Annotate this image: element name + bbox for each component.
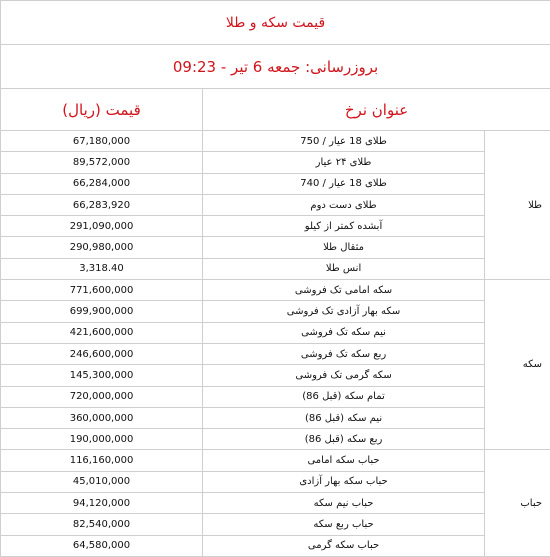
rate-price: 699,900,000	[1, 301, 203, 322]
rate-name: حباب سکه امامی	[203, 450, 485, 471]
rate-name: نیم سکه تک فروشی	[203, 322, 485, 343]
rate-price: 66,284,000	[1, 173, 203, 194]
table-row	[1, 386, 550, 407]
rate-price: 290,980,000	[1, 237, 203, 258]
update-time: 09:23	[173, 58, 216, 76]
rate-name: حباب سکه بهار آزادی	[203, 471, 485, 492]
rate-name: نیم سکه (قبل 86)	[203, 407, 485, 428]
group-label: طلا	[485, 131, 550, 280]
table-row	[1, 131, 550, 152]
table-row	[1, 365, 550, 386]
rate-name: سکه امامی تک فروشی	[203, 280, 485, 301]
table-row	[1, 280, 550, 301]
rate-price: 89,572,000	[1, 152, 203, 173]
rate-price: 66,283,920	[1, 194, 203, 215]
table-row	[1, 216, 550, 237]
rate-price: 145,300,000	[1, 365, 203, 386]
rate-name: حباب ربع سکه	[203, 514, 485, 535]
table-row	[1, 322, 550, 343]
rate-price: 771,600,000	[1, 280, 203, 301]
rate-name: ربع سکه (قبل 86)	[203, 429, 485, 450]
table-row	[1, 407, 550, 428]
rate-price: 64,580,000	[1, 535, 203, 556]
price-rows	[1, 131, 550, 557]
rate-price: 94,120,000	[1, 493, 203, 514]
page-title: قیمت سکه و طلا	[1, 1, 550, 45]
rate-price: 190,000,000	[1, 429, 203, 450]
update-info	[1, 45, 550, 89]
rate-price: 82,540,000	[1, 514, 203, 535]
rate-name: طلای ۲۴ عیار	[203, 152, 485, 173]
rate-name: انس طلا	[203, 258, 485, 279]
rate-price: 45,010,000	[1, 471, 203, 492]
table-row	[1, 258, 550, 279]
table-row	[1, 152, 550, 173]
table-row	[1, 173, 550, 194]
rate-price: 421,600,000	[1, 322, 203, 343]
rate-name: طلای 18 عیار / 740	[203, 173, 485, 194]
rate-price: 67,180,000	[1, 131, 203, 152]
rate-price: 116,160,000	[1, 450, 203, 471]
rate-name: سکه گرمی تک فروشی	[203, 365, 485, 386]
table-row	[1, 471, 550, 492]
update-label: بروزرسانی: جمعه 6 تیر -	[216, 58, 378, 76]
rate-name: آبشده کمتر از کیلو	[203, 216, 485, 237]
table-row	[1, 514, 550, 535]
rate-price: 246,600,000	[1, 343, 203, 364]
table-row	[1, 429, 550, 450]
rate-price: 3,318.40	[1, 258, 203, 279]
rate-name: طلای دست دوم	[203, 194, 485, 215]
table-row	[1, 535, 550, 556]
rate-name: سکه بهار آزادی تک فروشی	[203, 301, 485, 322]
rate-name: حباب نیم سکه	[203, 493, 485, 514]
rate-name: حباب سکه گرمی	[203, 535, 485, 556]
column-header-price: قیمت (ریال)	[1, 89, 203, 131]
table-row	[1, 301, 550, 322]
rate-name: ربع سکه تک فروشی	[203, 343, 485, 364]
column-header-name: عنوان نرخ	[203, 89, 550, 131]
group-label: حباب	[485, 450, 550, 556]
table-row	[1, 343, 550, 364]
rate-name: تمام سکه (قبل 86)	[203, 386, 485, 407]
rate-price: 291,090,000	[1, 216, 203, 237]
table-row	[1, 237, 550, 258]
rate-price: 360,000,000	[1, 407, 203, 428]
table-row	[1, 194, 550, 215]
table-row	[1, 493, 550, 514]
rate-name: مثقال طلا	[203, 237, 485, 258]
rate-price: 720,000,000	[1, 386, 203, 407]
rate-name: طلای 18 عیار / 750	[203, 131, 485, 152]
group-label: سکه	[485, 280, 550, 450]
table-row	[1, 450, 550, 471]
